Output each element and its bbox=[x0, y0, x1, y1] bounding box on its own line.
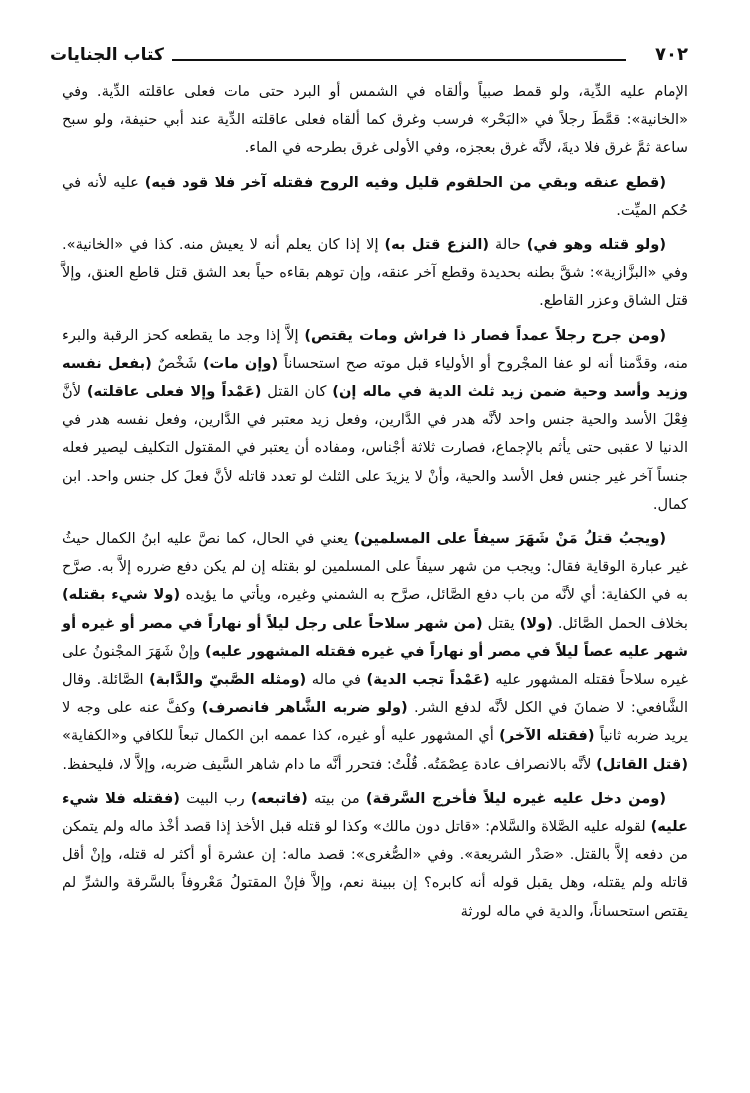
bold-text-run: (عَمْداً تجب الدية) bbox=[366, 671, 490, 689]
bold-text-run: (ولا شيء بقتله) bbox=[62, 586, 181, 604]
bold-text-run: (قتل القاتل) bbox=[596, 755, 688, 773]
bold-text-run: (فاتبعه) bbox=[250, 789, 308, 807]
bold-text-run: (فقتله الآخر) bbox=[499, 727, 595, 745]
bold-text-run: (فقتله فلا شيء عليه) bbox=[62, 789, 688, 836]
bold-text-run: (ولا) bbox=[519, 614, 553, 632]
bold-text-run: (ومن دخل عليه غيره ليلاً فأخرج السَّرقة) bbox=[365, 789, 667, 807]
bold-text-run: (بفعل نفسه وزيد وأسد وحية ضمن زيد ثلث الدية في ماله إن) bbox=[62, 354, 688, 401]
book-title: كتاب الجنايات bbox=[50, 45, 164, 65]
bold-text-run: (ومثله الصَّبيّ والدَّابة) bbox=[149, 671, 307, 689]
header-rule bbox=[172, 59, 626, 61]
text-run: في ماله bbox=[306, 671, 367, 689]
text-run: عليه لأنه في حُكم الميِّت. bbox=[62, 173, 688, 219]
body-text bbox=[62, 78, 688, 926]
bold-text-run: (قطع عنقه وبقي من الحلقوم قليل وفيه الروح فقتله آخر فلا قود فيه) bbox=[144, 173, 666, 191]
text-run: شَخْصٌ bbox=[151, 354, 203, 372]
bold-text-run: (النزع قتل به) bbox=[384, 236, 490, 254]
paragraph-5 bbox=[62, 525, 688, 779]
text-run: يقتل bbox=[482, 614, 520, 632]
paragraph-2 bbox=[62, 169, 688, 225]
paragraph-1 bbox=[62, 78, 688, 163]
bold-text-run: (ولو قتله وهو في) bbox=[526, 236, 666, 254]
text-run: وإنْ شَهَرَ المجْنونُ على غيره سلاحاً فقتله المشهور عليه bbox=[62, 642, 689, 689]
text-run: لأنَّه بالانصراف عادة عِصْمَتُه. قُلْتُ: فتحرر أنَّه ما دام شاهر السَّيف ضربه، وإلاَّ لا، فليحفظ. bbox=[62, 755, 597, 773]
text-run: أي المشهور عليه أو غيره، كذا عممه ابن الكمال تبعاً للكافي و«الكفاية» bbox=[62, 727, 500, 745]
paragraph-4 bbox=[62, 322, 688, 519]
bold-text-run: (من شهر سلاحاً على رجل ليلاً أو نهاراً في مصر أو غيره أو شهر عليه عصاً ليلاً في مصر أو نهاراً في غيره فقتله المشهور عليه) bbox=[62, 614, 689, 660]
bold-text-run: (ومن جرح رجلاً عمداً فصار ذا فراش ومات يقتص) bbox=[304, 326, 666, 344]
text-run: لقوله عليه الصَّلاة والسَّلام: «قاتل دون مالك» وكذا لو قتله قبل الأخذ إذا قصد أخْذ ماله ولم يتمكن من دفعه إلاَّ بالقتل. «صَدْر الشريعة». وفي «الصُّغرى»: قصد ماله: إن عشرة أو أكثر له قتله، وإنْ أقل قاتله ولم يقتله، وهل يقبل قوله أنه كابره؟ إن ببينة نعم، وإلاَّ فإنْ المقتولُ مَعْروفاً بالسَّرقة والشرِّ لم يقتص استحساناً، والدية في ماله لورثة bbox=[62, 818, 688, 920]
text-run: إلاَّ إذا وجد ما يقطعه كحز الرقبة والبرء منه، وقدَّمنا أنه لو عفا المجْروح أو الأولياء قبل موته صح استحساناً bbox=[62, 326, 688, 372]
bold-text-run: (عَمْداً وإلا فعلى عاقلته) bbox=[86, 383, 262, 401]
paragraph-3 bbox=[62, 231, 688, 316]
page-number: ٧٠٢ bbox=[655, 44, 688, 65]
running-header bbox=[50, 42, 688, 72]
text-run: رب البيت bbox=[179, 789, 251, 807]
text-run: حالة bbox=[489, 236, 527, 254]
text-run: وكفَّ عنه على وجه لا يريد ضربه ثانياً bbox=[62, 699, 688, 745]
text-run: يعني في الحال، كما نصَّ عليه ابنُ الكمال حيثُ غير عبارة الوقاية فقال: ويجب من شهر سيفاً على المسلمين لو بقتله إن لم يكن دفع ضرره إلاَّ به. صرَّح به في الكفاية: أي لأنَّه من باب دفع الصَّائل، صرَّح به الشمني وغيره، ويأتي ما يؤيده bbox=[62, 530, 688, 604]
bold-text-run: (ولو ضربه الشَّاهر فانصرف) bbox=[201, 699, 408, 717]
text-run: كان القتل bbox=[261, 383, 333, 401]
text-run: الإمام عليه الدِّية، ولو قمط صبياً وألقاه في الشمس أو البرد حتى مات فعلى عاقلته الدِّية. وفي «الخانية»: قمَّطَ رجلاً في «البَحْر» فرسب وغرق كما ألقاه فعلى عاقلته الدِّية عند أبي حنيفة، ولو سبح ساعة ثمَّ غرق فلا ديةَ، لأنَّه غرق بعجزه، وفي الأولى غرق بطرحه في الماء. bbox=[62, 83, 688, 157]
text-run: إلا إذا كان يعلم أنه لا يعيش منه. كذا في «الخانية». وفي «البزَّازية»: شقَّ بطنه بحديدة وقطع آخر عنقه، وإن توهم بقاءه حياً بعد الشق قتل قاطع العنق، وإلاَّ قتل الشاق وعزر القاطع. bbox=[62, 236, 688, 310]
text-run: بخلاف الحمل الصَّائل. bbox=[552, 614, 688, 632]
paragraph-6 bbox=[62, 785, 688, 926]
bold-text-run: (ويجبُ قتلُ مَنْ شَهَرَ سيفاً على المسلمين) bbox=[353, 530, 667, 548]
text-run: لأنَّ فِعْلَ الأسد والحية جنس واحد لأنَّه هدر في الدَّارين، وفعل زيد معتبر في الدَّارين، وفعل نفسه هدر في الدنيا لا عقبى حتى يأثم بالإجماع، فصارت ثلاثة أجْناس، ومفاده أن يعتبر في المقتول التكليف ليصير فعله جنساً آخر غير جنس فعل الأسد والحية، وأنْ لا يزيدَ على الثلث لو تعدد قاتله لأنَّ فعلَ كل جنس واحد. ابن كمال. bbox=[62, 383, 688, 513]
text-run: الصَّائلة. وقال الشَّافعي: لا ضمانَ في الكل لأنَّه لدفع الشر. bbox=[62, 671, 688, 717]
bold-text-run: (وإن مات) bbox=[202, 354, 279, 372]
text-run: من بيته bbox=[307, 789, 366, 807]
